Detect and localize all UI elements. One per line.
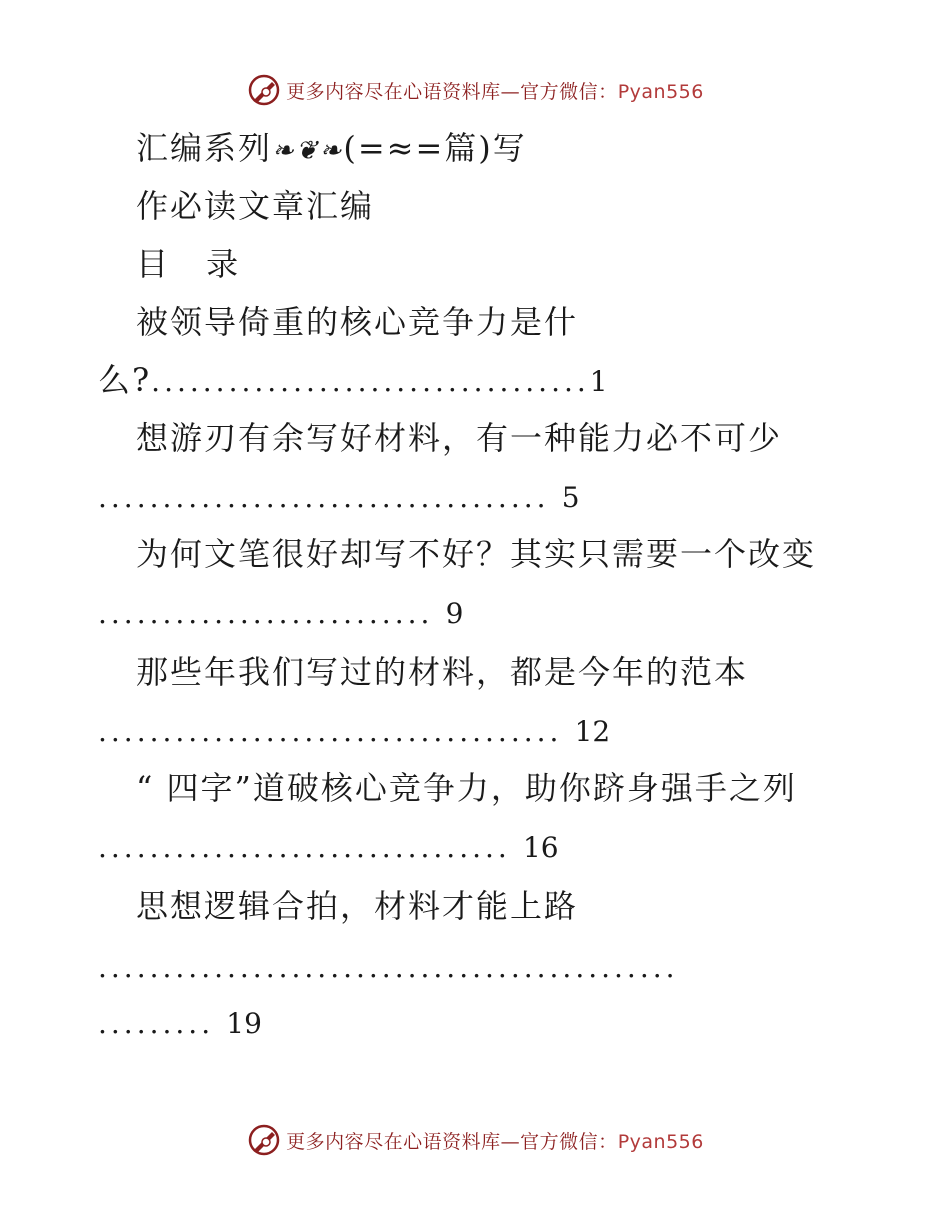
watermark-text: 更多内容尽在心语资料库—官方微信：Pyan556	[286, 80, 704, 103]
watermark-text: 更多内容尽在心语资料库—官方微信：Pyan556	[286, 1130, 704, 1153]
toc-heading: 目 录	[136, 245, 253, 283]
toc-entry-leader: ......... 19	[98, 1007, 262, 1040]
doc-title-line-1: 汇编系列❧❦❧(=≈=篇)写	[136, 129, 527, 167]
ornament-glyphs: ❧❦❧	[272, 136, 344, 166]
pen-logo-icon	[246, 72, 282, 108]
toc-entry-leader: ................................ 16	[98, 831, 559, 864]
toc-entry-leader: 么?..................................1	[98, 361, 608, 399]
toc-entry-title: 那些年我们写过的材料，都是今年的范本	[136, 653, 749, 691]
toc-entry-title: “ 四字”道破核心竞争力，助你跻身强手之列	[136, 769, 797, 807]
header-watermark	[0, 70, 950, 110]
toc-entry-title: 想游刃有余写好材料，有一种能力必不可少	[136, 419, 783, 457]
toc-entry-title: 为何文笔很好却写不好？其实只需要一个改变	[136, 535, 817, 573]
doc-title-line-2: 作必读文章汇编	[136, 187, 375, 225]
toc-entry-title: 被领导倚重的核心竞争力是什	[136, 303, 579, 341]
toc-entry-leader: .................................... 12	[98, 715, 611, 748]
toc-entry-leader: .............................................	[98, 951, 679, 984]
pen-logo-icon	[246, 1122, 282, 1158]
toc-entry-leader: .......................... 9	[98, 597, 464, 630]
toc-entry-leader: ................................... 5	[98, 481, 580, 514]
footer-watermark	[0, 1120, 950, 1160]
toc-entry-title: 思想逻辑合拍，材料才能上路	[136, 887, 579, 925]
